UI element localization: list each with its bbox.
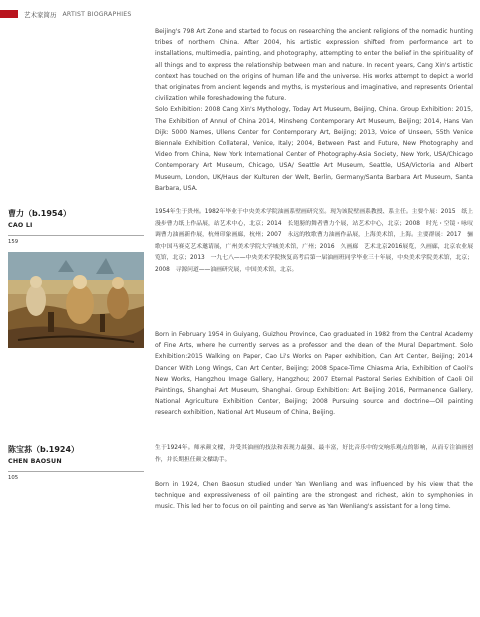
artist-name-en: CAO LI <box>8 222 33 229</box>
artist-page-number: 159 <box>8 239 19 245</box>
chen-baosun-bio-en <box>155 479 473 513</box>
cao-li-bio-en-text: Born in February 1954 in Guiyang, Guizhou Province, Cao graduated in 1982 from the Central Academy of Fine Arts, where he currently serves as a professor and the dean of the Mural Department. Solo Exhibition:2015 Walking on Paper, Cao Li's Works on Paper exhibition, Can Art Center, Beijing; 2014 Dancer With Long Wings, Can Art Center, Beijing; 2008 Space-Time Chiasma Aria, Exhibition of Caoli's New Works, Hangzhou Image Gallery, Hangzhou; 2007 Eternal Pastoral Series Exhibition of Caoli Oil Paintings, Shanghai Art Museum, Shanghai. Group Exhibition: Art Beijing 2016, Permanence Gallery, National Agriculture Exhibition Center, Beijing; 2008 Pursuing source and doctrine—Oil painting research exhibition, National Art Museum of China, Beijing. <box>155 331 473 417</box>
cang-xin-bio-continued <box>155 26 473 194</box>
chen-baosun-bio-zh-text: 生于1924年。师承颜文樑，并受其油画的技法和表现力最强、最丰富，好比音乐中的交响乐观点的影响，从而专注油画创作，并长期担任颜文樑助手。 <box>155 445 473 463</box>
cao-li-bio-zh <box>155 207 473 277</box>
cao-li-bio-en <box>155 329 473 419</box>
cang-xin-bio-text: Beijing's 798 Art Zone and started to focus on researching the ancient religions of the nomadic hunting tribes of northern China. After 2004, his artistic expression shifted from performance art to installations, multimedia, painting, and photography, attempting to enter the belief in the spirituality of all things and to express the relationship between man and nature. In recent years, Cang Xin's artistic context has touched on the origins of human life and the universe. His works attempt to depict a world that originates from ancient legends and myths, is mysterious and imaginative, and represents Oriental civilization while foreshadowing the future. <box>155 28 473 103</box>
cang-xin-exhibitions: Solo Exhibition: 2008 Cang Xin's Mythology, Today Art Museum, Beijing, China. Group Exhibition: 2015, The Exhibition of Annul of China 2014, Minsheng Contemporary Art Museum, Beijing; 2014, Hans Van Dijk: 5000 Names, Ullens Center for Contemporary Art, Beijing; 2013, Voice of Unseen, 55th Venice Biennale Exhibition Collateral, Venice, Italy; 2004, Between Past and Future, New Photography and Video from China, New York International Center of Photography-Asia Society, New York, USA/Chicago Contemporary Art Museum, Chicago, USA/ Seattle Art Museum, Seattle, USA/Victoria and Albert Museum, London, UK/Haus der Kulturen der Welt, Berlin, Germany/Santa Barbara Art Museum, Santa Barbara, USA. <box>155 106 473 192</box>
cao-li-painting-thumbnail <box>8 252 144 348</box>
header-title-en: ARTIST BIOGRAPHIES <box>62 10 132 18</box>
artist-name-en: CHEN BAOSUN <box>8 458 62 465</box>
artist-name-zh: 曹力（b.1954） <box>8 209 72 218</box>
chen-baosun-bio-en-text: Born in 1924, Chen Baosun studied under Yan Wenliang and was influenced by his view that the technique and expressiveness of oil painting are the strongest and richest, akin to symphonies in music. This led her to focus on oil painting and serve as Yan Wenliang's assistant for a long time. <box>155 481 473 511</box>
artist-page-number: 105 <box>8 475 19 481</box>
page-header <box>0 8 132 20</box>
header-title-zh: 艺术家简历 <box>24 10 57 19</box>
header-color-bar <box>0 10 18 18</box>
cao-li-bio-zh-text: 1954年生于贵州。1982年毕业于中央美术学院油画系壁画研究室。现为该院壁画系教授、系主任。主要个展：2015 纸上漫步曹力纸上作品展，站艺术中心，北京；2014 长翅膀的舞者曹力个展，站艺术中心，北京；2008 时光・空镜・咏叹调曹力油画新作展，杭州印象画廊，杭州；2007 永远的牧歌曹力油画作品展，上海美术馆，上海。主要群展：2017 骊歌中国马赛克艺术邀请展，广州美术学院大学城美术馆，广州；2016 久画廊 艺术北京2016展览，久画廊，北京农业展览馆，北京；2013 一九七八——中央美术学院恢复高考后第一届油画班同学毕业三十年展，中央美术学院美术馆，北京；2008 寻源问道——油画研究展，中国美术馆，北京。 <box>155 209 473 273</box>
artist-divider <box>8 471 144 472</box>
chen-baosun-bio-zh <box>155 443 473 466</box>
artist-name-zh: 陈宝荪（b.1924） <box>8 445 80 454</box>
artist-divider <box>8 235 144 236</box>
painting-image <box>8 252 144 348</box>
